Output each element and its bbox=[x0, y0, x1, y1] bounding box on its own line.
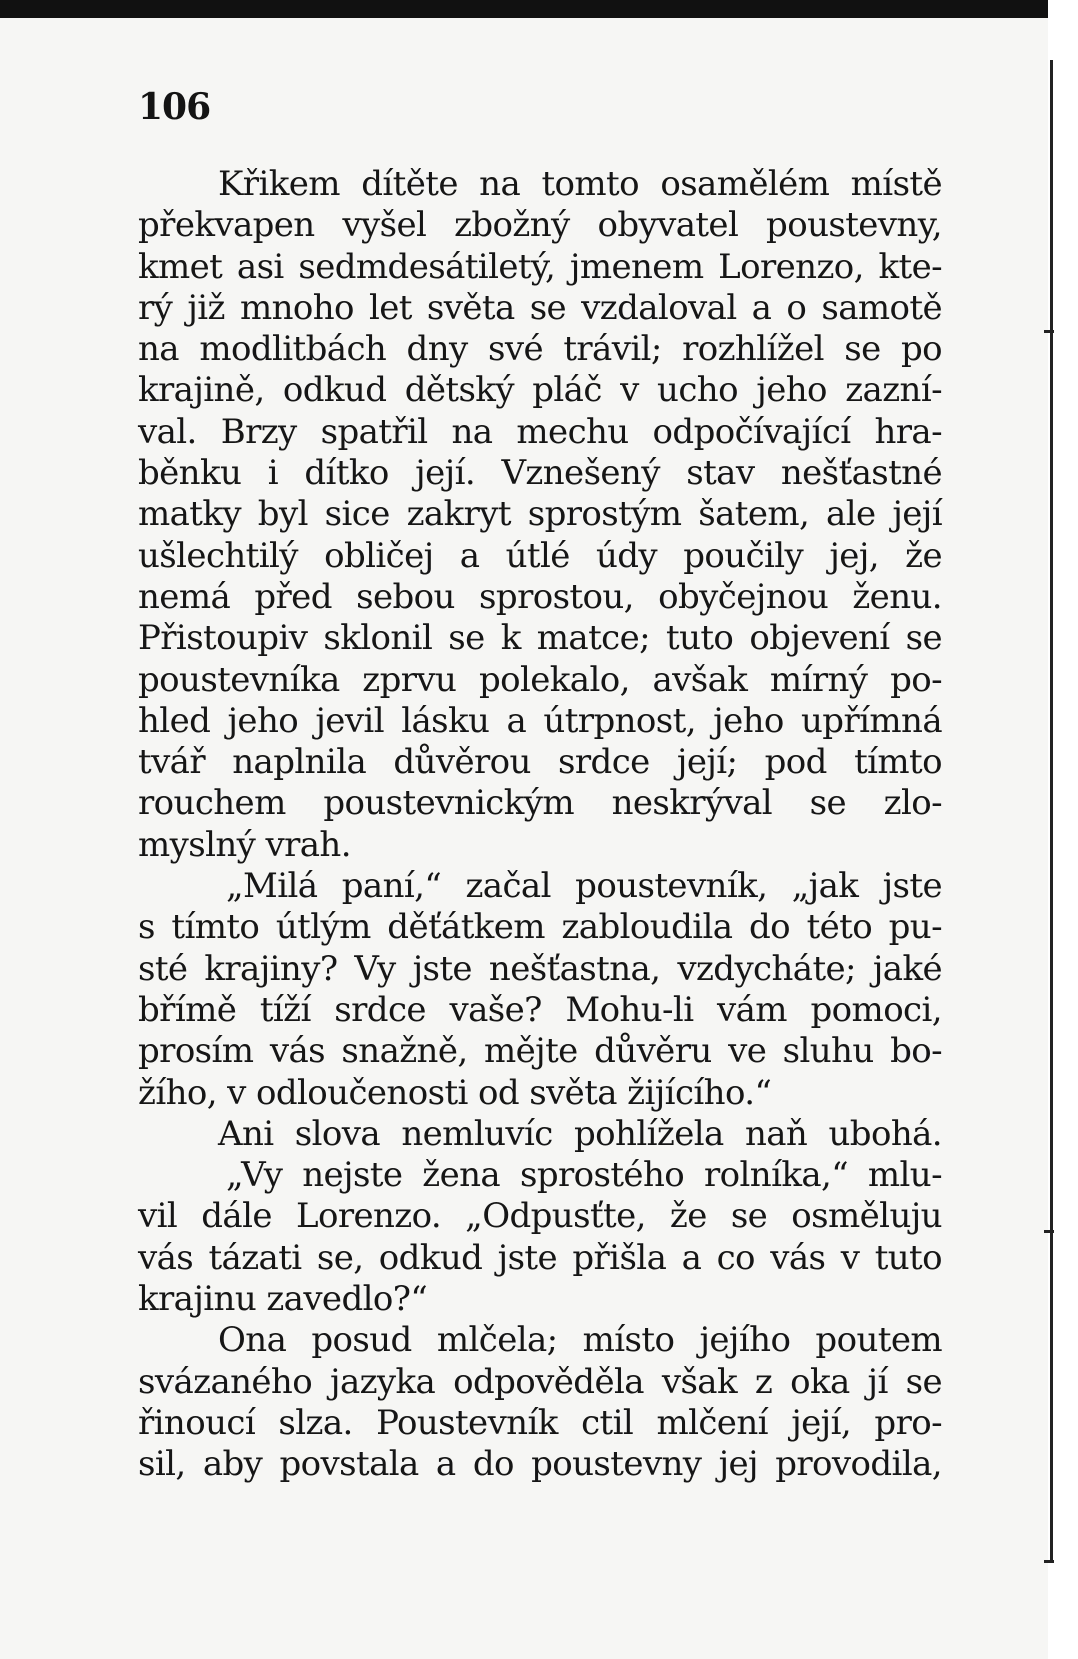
text-line: rý již mnoho let světa se vzdaloval a o samotě bbox=[138, 287, 942, 328]
text-line: kmet asi sedmdesátiletý, jmenem Lorenzo, kte- bbox=[138, 246, 942, 287]
text-line: vil dále Lorenzo. „Odpusťte, že se osměluju bbox=[138, 1196, 942, 1237]
text-line: s tímto útlým děťátkem zabloudila do této pu- bbox=[138, 907, 942, 948]
text-line: rouchem poustevnickým neskrýval se zlo- bbox=[138, 783, 942, 824]
text-line: matky byl sice zakryt sprostým šatem, ale její bbox=[138, 494, 942, 535]
scan-top-border bbox=[0, 0, 1048, 18]
page-edge-line bbox=[1050, 60, 1053, 1560]
text-line: běnku i dítko její. Vznešený stav nešťastné bbox=[138, 453, 942, 494]
text-line: Křikem dítěte na tomto osamělém místě bbox=[218, 164, 942, 204]
text-line: Přistoupiv sklonil se k matce; tuto objevení se bbox=[138, 618, 942, 659]
text-line: poustevníka zprvu polekalo, avšak mírný po- bbox=[138, 659, 942, 700]
page-edge-tick bbox=[1044, 1230, 1054, 1233]
text-line: řinoucí slza. Poustevník ctil mlčení její, pro- bbox=[138, 1402, 942, 1443]
text-line: svázaného jazyka odpověděla však z oka jí se bbox=[138, 1361, 942, 1402]
page-edge-tick bbox=[1044, 330, 1054, 333]
text-line: vás tázati se, odkud jste přišla a co vás v tuto bbox=[138, 1237, 942, 1278]
text-line: „Milá paní,“ začal poustevník, „jak jste bbox=[226, 866, 942, 907]
page-edge-tick bbox=[1044, 1560, 1054, 1563]
text-line: myslný vrah. bbox=[138, 824, 351, 865]
text-line: nemá před sebou sprostou, obyčejnou ženu. bbox=[138, 576, 942, 617]
text-line: břímě tíží srdce vaše? Mohu-li vám pomoci, bbox=[138, 989, 942, 1030]
text-line: tvář naplnila důvěrou srdce její; pod tímto bbox=[138, 742, 942, 783]
book-page bbox=[0, 18, 1048, 1659]
text-line: krajině, odkud dětský pláč v ucho jeho zazní- bbox=[138, 370, 942, 411]
text-line: sil, aby povstala a do poustevny jej provodila, bbox=[138, 1444, 942, 1485]
text-line: žího, v odloučenosti od světa žijícího.“ bbox=[138, 1072, 772, 1113]
text-line: sté krajiny? Vy jste nešťastna, vzdycháte; jaké bbox=[138, 948, 942, 989]
text-line: krajinu zavedlo?“ bbox=[138, 1279, 428, 1320]
text-line: Ani slova nemluvíc pohlížela naň ubohá. bbox=[218, 1113, 942, 1154]
text-line: val. Brzy spatřil na mechu odpočívající hra- bbox=[138, 411, 942, 452]
body-text bbox=[138, 164, 942, 1486]
text-line: „Vy nejste žena sprostého rolníka,“ mlu- bbox=[226, 1155, 942, 1196]
text-line: překvapen vyšel zbožný obyvatel poustevny, bbox=[138, 205, 942, 246]
text-line: na modlitbách dny své trávil; rozhlížel se po bbox=[138, 329, 942, 370]
page-number: 106 bbox=[138, 86, 211, 128]
text-line: ušlechtilý obličej a útlé údy poučily jej, že bbox=[138, 535, 942, 576]
text-line: hled jeho jevil lásku a útrpnost, jeho upřímná bbox=[138, 700, 942, 741]
text-line: Ona posud mlčela; místo jejího poutem bbox=[218, 1320, 942, 1361]
text-line: prosím vás snažně, mějte důvěru ve sluhu bo- bbox=[138, 1031, 942, 1072]
